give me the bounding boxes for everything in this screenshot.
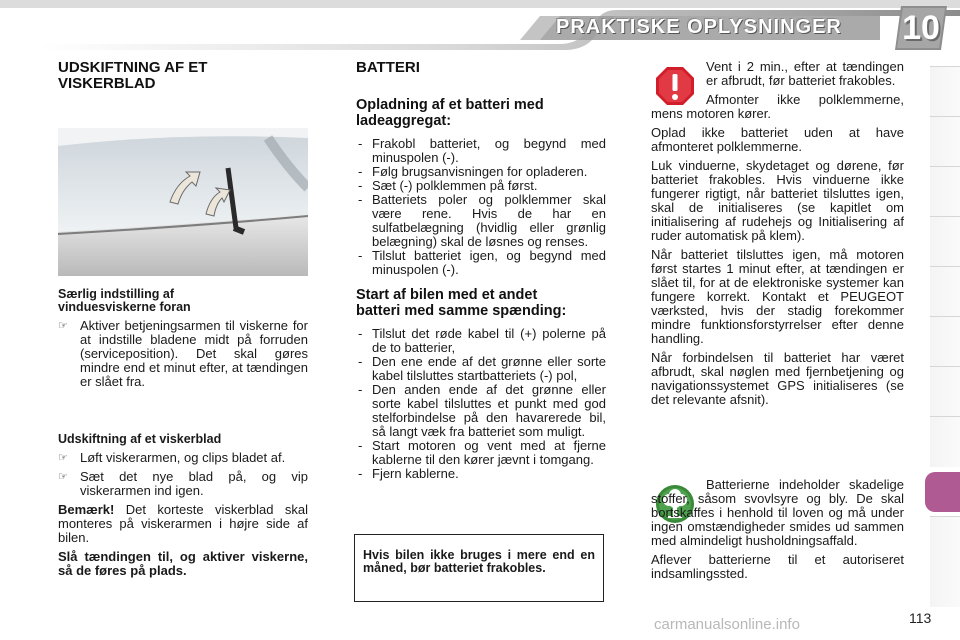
list-item: - Fjern kablerne. [358, 466, 459, 481]
section-tab[interactable] [930, 266, 960, 317]
jumpstart-heading-line1: Start af bilen med et andet [356, 287, 538, 303]
section-tab[interactable] [930, 166, 960, 217]
list-item: - Start motoren og vent med at fjerne kablerne til den kører jævnt i tomgang. [358, 438, 606, 467]
warning-paragraph: Oplad ikke batteriet uden at have afmonteret polklemmerne. [651, 125, 904, 154]
chapter-number: 10 [902, 9, 940, 47]
note-label: Bemærk! [58, 502, 115, 517]
wiper-replace [58, 433, 308, 578]
environment-paragraph: Aflever batterierne til et autoriseret indsamlingssted. [651, 552, 904, 581]
wiper-service-position [58, 288, 308, 389]
storage-notice-box: Hvis bilen ikke bruges i mere end en måned, bør batteriet frakobles. [354, 534, 604, 602]
list-item: - Følg brugsanvisningen for opladeren. [358, 164, 588, 179]
list-item: ☞ Løft viskerarmen, og clips bladet af. [58, 450, 286, 465]
list-item: - Tilslut batteriet igen, og begynd med minuspolen (-). [358, 248, 606, 277]
battery-warnings [651, 60, 904, 407]
warning-paragraph: Når batteriet tilsluttes igen, må motoren først startes 1 minut efter, at tændingen er slået til, for at de elektroniske systemer kan fungere korrekt. Kontakt et PEUGEOT værksted, hvis der stadig forekommer mindre funktionsforstyrrelser efter denne handling. [651, 247, 904, 346]
list-item: - Tilslut det røde kabel til (+) polerne på de to batterier, [358, 326, 606, 355]
battery-title: BATTERI [356, 59, 420, 76]
warning-paragraph: Afmonter ikke polklemmerne, mens motoren kører. [651, 92, 904, 121]
watermark: carmanualsonline.info [654, 616, 800, 633]
environment-notice [651, 478, 904, 581]
jumpstart-heading-line2: batteri med samme spænding: [356, 303, 567, 319]
charging-heading-line1: Opladning af et batteri med [356, 97, 544, 113]
section-tab[interactable] [930, 366, 960, 417]
final-instruction: Slå tændingen til, og aktiver viskerne, så de føres på plads. [58, 549, 308, 578]
list-item: - Batteriets poler og polklemmer skal være rene. Hvis de har en sulfatbelægning (hvidlig eller grønlig belægning) skal de løsnes og renses. [358, 192, 606, 249]
list-item: ☞ Aktiver betjeningsarmen til viskerne for at indstille bladene midt på forruden (serviceposition). Det skal gøres mindre end et minut efter, at tændingen er slået fra. [58, 318, 308, 389]
hand-pointer-icon: ☞ [58, 320, 68, 332]
page-header [0, 0, 960, 50]
list-item: ☞ Sæt det nye blad på, og vip viskerarmen ind igen. [58, 469, 308, 498]
section-tab[interactable] [930, 516, 960, 607]
section-tab-active[interactable] [925, 472, 960, 512]
warning-paragraph: Vent i 2 min., efter at tændingen er afbrudt, før batteriet frakobles. [706, 59, 904, 88]
note-paragraph: Bemærk! Det korteste viskerblad skal monteres på viskerarmen i højre side af bilen. [58, 502, 308, 545]
section-tab[interactable] [930, 66, 960, 117]
page-number: 113 [909, 610, 932, 626]
section-tab[interactable] [930, 316, 960, 367]
service-heading-line1: Særlig indstilling af [58, 287, 174, 301]
environment-paragraph: Batterierne indeholder skadelige stoffer, såsom svovlsyre og bly. De skal bortskaffes i henhold til loven og må under ingen omstændigheder smides ud sammen med almindeligt husholdningsaffald. [651, 477, 904, 548]
list-item: - Den anden ende af det grønne eller sorte kabel tilsluttes et punkt med god stelforbindelse på den havarerede bil, så langt væk fra batteriet som muligt. [358, 382, 606, 439]
service-heading-line2: vinduesviskerne foran [58, 300, 191, 314]
section-tab[interactable] [930, 216, 960, 267]
wiper-title-line2: VISKERBLAD [58, 75, 156, 92]
warning-paragraph: Luk vinduerne, skydetaget og dørene, før batteriet frakobles. Hvis vinduerne ikke fungerer rigtigt, når batteriet tilsluttes igen, skal de initialiseres (se kapitlet om initialisering af rudehejs og Initialisering af ruder automatisk på klem). [651, 158, 904, 243]
replace-heading: Udskiftning af et viskerblad [58, 432, 222, 446]
chapter-title: PRAKTISKE OPLYSNINGER [556, 16, 842, 38]
warning-paragraph: Når forbindelsen til batteriet har været afbrudt, skal nøglen med fjernbetjening og navigationssystemet GPS initialiseres (se det relevante afsnit). [651, 350, 904, 407]
section-tab[interactable] [930, 416, 960, 467]
list-item: - Frakobl batteriet, og begynd med minuspolen (-). [358, 136, 606, 165]
hand-pointer-icon: ☞ [58, 471, 68, 483]
list-item: - Den ene ende af det grønne eller sorte kabel tilsluttes startbatteriets (-) pol, [358, 354, 606, 383]
hand-pointer-icon: ☞ [58, 452, 68, 464]
charging-heading-line2: ladeaggregat: [356, 113, 452, 129]
wiper-title-line1: UDSKIFTNING AF ET [58, 59, 208, 76]
list-item: - Sæt (-) polklemmen på først. [358, 178, 538, 193]
battery-section [356, 60, 606, 481]
section-tab[interactable] [930, 116, 960, 167]
wiper-section [58, 60, 308, 92]
windshield-wiper-illustration [58, 128, 308, 276]
